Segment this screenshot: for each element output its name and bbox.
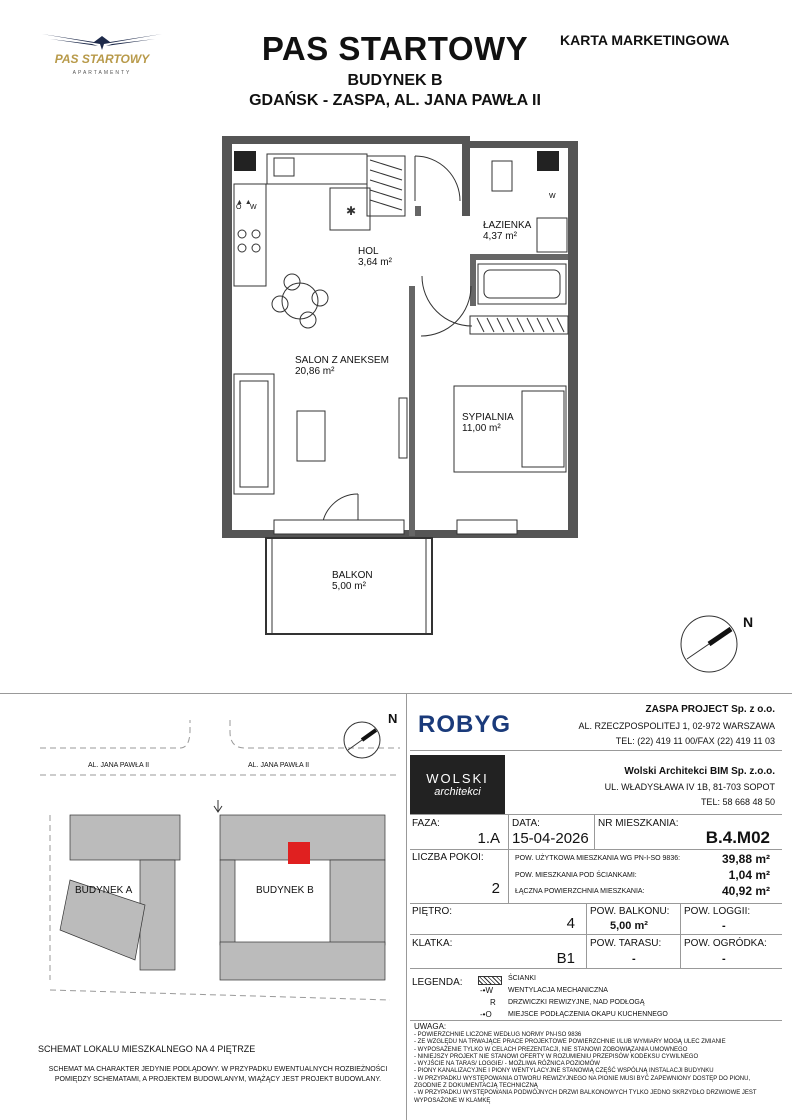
room-sypialnia: SYPIALNIA 11,00 m²	[462, 412, 514, 434]
floor-plan	[222, 136, 582, 646]
ventilation-w-icon: W	[549, 193, 556, 200]
legend-item: WENTYLACJA MECHANICZNA	[508, 987, 608, 994]
stove-burner	[252, 230, 260, 238]
building-a-label: BUDYNEK A	[75, 885, 133, 896]
divider	[586, 903, 587, 968]
divider	[0, 693, 792, 694]
nr-value: B.4.M02	[705, 828, 770, 847]
column-block	[234, 151, 256, 171]
site-plan-caption: SCHEMAT LOKALU MIESZKALNEGO NA 4 PIĘTRZE	[38, 1044, 256, 1054]
room-balkon: BALKON 5,00 m²	[332, 570, 373, 592]
building-name: BUDYNEK B	[347, 72, 443, 89]
washbasin	[537, 218, 567, 252]
ogrodek-value: -	[722, 953, 726, 965]
legend-label: LEGENDA:	[412, 977, 463, 988]
faza-label: FAZA:	[412, 818, 440, 829]
divider	[680, 903, 681, 968]
data-value: 15-04-2026	[512, 830, 589, 847]
legend-symbol-w: -•W	[480, 986, 494, 995]
balkon-value: 5,00 m²	[610, 920, 648, 932]
svg-text:▲ ▲: ▲ ▲	[236, 199, 252, 206]
room-hol: HOL 3,64 m²	[358, 246, 392, 268]
site-compass-icon	[342, 720, 382, 760]
chair	[272, 296, 288, 312]
oven-hood-o-label: O	[236, 204, 242, 211]
legend-item: ŚCIANKI	[508, 975, 537, 982]
street-label-right: AL. JANA PAWŁA II	[248, 762, 310, 769]
nr-label: NR MIESZKANIA:	[598, 818, 679, 829]
divider	[410, 968, 782, 969]
taras-value: -	[632, 953, 636, 965]
divider	[410, 814, 782, 815]
kitchen-sink	[274, 158, 294, 176]
page-title: PAS STARTOWY	[261, 30, 529, 67]
divider	[508, 849, 509, 903]
data-label: DATA:	[512, 818, 540, 829]
column-block	[537, 151, 559, 171]
area2-label: POW. MIESZKANIA POD ŚCIANKAMI:	[515, 872, 637, 879]
stove-burner	[238, 230, 246, 238]
area2-value: 1,04 m²	[728, 868, 770, 882]
divider	[410, 934, 782, 935]
compass-north-label: N	[743, 614, 754, 630]
room-lazienka: ŁAZIENKA 4,37 m²	[483, 220, 532, 242]
legend-symbol-r: R	[490, 998, 496, 1007]
ogrodek-label: POW. OGRÓDKA:	[684, 938, 767, 949]
divider	[508, 814, 509, 849]
pokoje-value: 2	[491, 880, 500, 897]
faza-value: 1.A	[477, 830, 500, 847]
divider	[406, 693, 407, 1120]
klatka-label: KLATKA:	[412, 938, 453, 949]
legend-item: MIEJSCE PODŁĄCZENIA OKAPU KUCHENNEGO	[508, 1011, 668, 1018]
toilet	[492, 161, 512, 191]
asterisk-icon: ✱	[346, 204, 357, 218]
notes-label: UWAGA:	[414, 1022, 447, 1031]
highlighted-apartment	[288, 842, 310, 864]
chair	[284, 274, 300, 290]
notes-list: - POWIERZCHNIE LICZONE WEDŁUG NORMY PN-ISO 9836 - ZE WZGLĘDU NA TRWAJĄCE PRACE PROJEKTOWE POWIERZCHNIE I/LUB WYMIARY MOGĄ ULEC ZMIANIE - WYPOSAŻENIE TYLKO W CELACH PREZENTACJI, NIE STANOWI ZOBOWIĄZANIA UMOWNEGO - NINIEJSZY PROJEKT NIE STANOWI OFERTY W ROZUMIENIU PRZEPISÓW KODEKSU CYWILNEGO - WYJŚCIE NA TARAS/ LOGGIE/ - MOŻLIWA RÓŻNICA POZIOMÓW - PIONY KANALIZACYJNE I PIONY WENTYLACYJNE STANOWIĄ CZĘŚĆ WSPÓLNĄ INSTALACJI BUDYNKU - W PRZYPADKU WYSTĘPOWANIA OTWORU REWIZYJNEGO NA PIONIE MUSI BYĆ ZAPEWNIONY DOSTĘP DO PIONU, ZGODNIE Z DOKUMENTACJĄ TECHNICZNĄ - W PRZYPADKU WYSTĘPOWANIA PODWÓJNYCH DRZWI BALKONOWYCH TYLKO JEDNO SKRZYDŁO DRZWIOWE JEST WYPOSAŻONE W KLAMKĘ	[414, 1032, 757, 1104]
pokoje-label: LICZBA POKOI:	[412, 852, 484, 863]
ventilation-w-label: W	[250, 204, 257, 211]
legend-symbol-o: -•O	[480, 1010, 492, 1019]
developer-phone: TEL: (22) 419 11 00/FAX (22) 419 11 03	[615, 736, 775, 746]
coffee-table	[297, 411, 325, 461]
stove-burner	[238, 244, 246, 252]
area1-value: 39,88 m²	[721, 852, 770, 866]
chair	[300, 312, 316, 328]
address-line: GDAŃSK - ZASPA, AL. JANA PAWŁA II	[249, 92, 541, 109]
taras-label: POW. TARASU:	[590, 938, 662, 949]
architect-logo: WOLSKI architekci	[410, 755, 505, 815]
street-label-left: AL. JANA PAWŁA II	[88, 762, 150, 769]
area3-label: ŁĄCZNA POWIERZCHNIA MIESZKANIA:	[515, 888, 645, 895]
developer-company: ZASPA PROJECT Sp. z o.o.	[645, 704, 775, 715]
divider	[410, 903, 782, 904]
divider	[410, 1020, 782, 1021]
architect-address: UL. WŁADYSŁAWA IV 1B, 81-703 SOPOT	[604, 782, 775, 792]
divider	[410, 849, 782, 850]
brand-logo-text: PAS STARTOWY	[54, 52, 150, 66]
pietro-value: 4	[566, 915, 575, 932]
stove-burner	[252, 244, 260, 252]
chair	[312, 290, 328, 306]
compass-icon	[679, 614, 739, 674]
area1-label: POW. UŻYTKOWA MIESZKANIA WG PN-I-SO 9836:	[515, 855, 681, 862]
balkon-label: POW. BALKONU:	[590, 906, 670, 917]
brand-logo-subtext: APARTAMENTY	[72, 70, 132, 76]
architect-company: Wolski Architekci BIM Sp. z.o.o.	[624, 766, 775, 777]
walls-hatch-icon	[478, 976, 502, 985]
developer-address: AL. RZECZPOSPOLITEJ 1, 02-972 WARSZAWA	[578, 721, 775, 731]
site-compass-north-label: N	[388, 711, 398, 726]
area3-value: 40,92 m²	[721, 884, 770, 898]
card-type: KARTA MARKETINGOWA	[560, 32, 730, 48]
developer-logo: ROBYG	[418, 711, 512, 738]
site-plan	[30, 720, 400, 1020]
loggia-label: POW. LOGGII:	[684, 906, 751, 917]
site-disclaimer-2: POMIĘDZY SCHEMATAMI, A PROJEKTEM BUDOWLANYM, WIĄŻĄCY JEST PROJEKT BUDOWLANY.	[54, 1076, 382, 1083]
legend-item: DRZWICZKI REWIZYJNE, NAD PODŁOGĄ	[508, 999, 645, 1006]
room-salon: SALON Z ANEKSEM 20,86 m²	[295, 355, 389, 377]
klatka-value: B1	[556, 950, 575, 967]
site-disclaimer-1: SCHEMAT MA CHARAKTER JEDYNIE PODLĄDOWY. W PRZYPADKU EWENTUALNYCH ROZBIEŻNOŚCI	[48, 1066, 388, 1073]
loggia-value: -	[722, 920, 726, 932]
pietro-label: PIĘTRO:	[412, 906, 453, 917]
divider	[594, 814, 595, 849]
architect-phone: TEL: 58 668 48 50	[700, 797, 775, 807]
building-b-label: BUDYNEK B	[256, 885, 314, 896]
divider	[410, 750, 782, 751]
